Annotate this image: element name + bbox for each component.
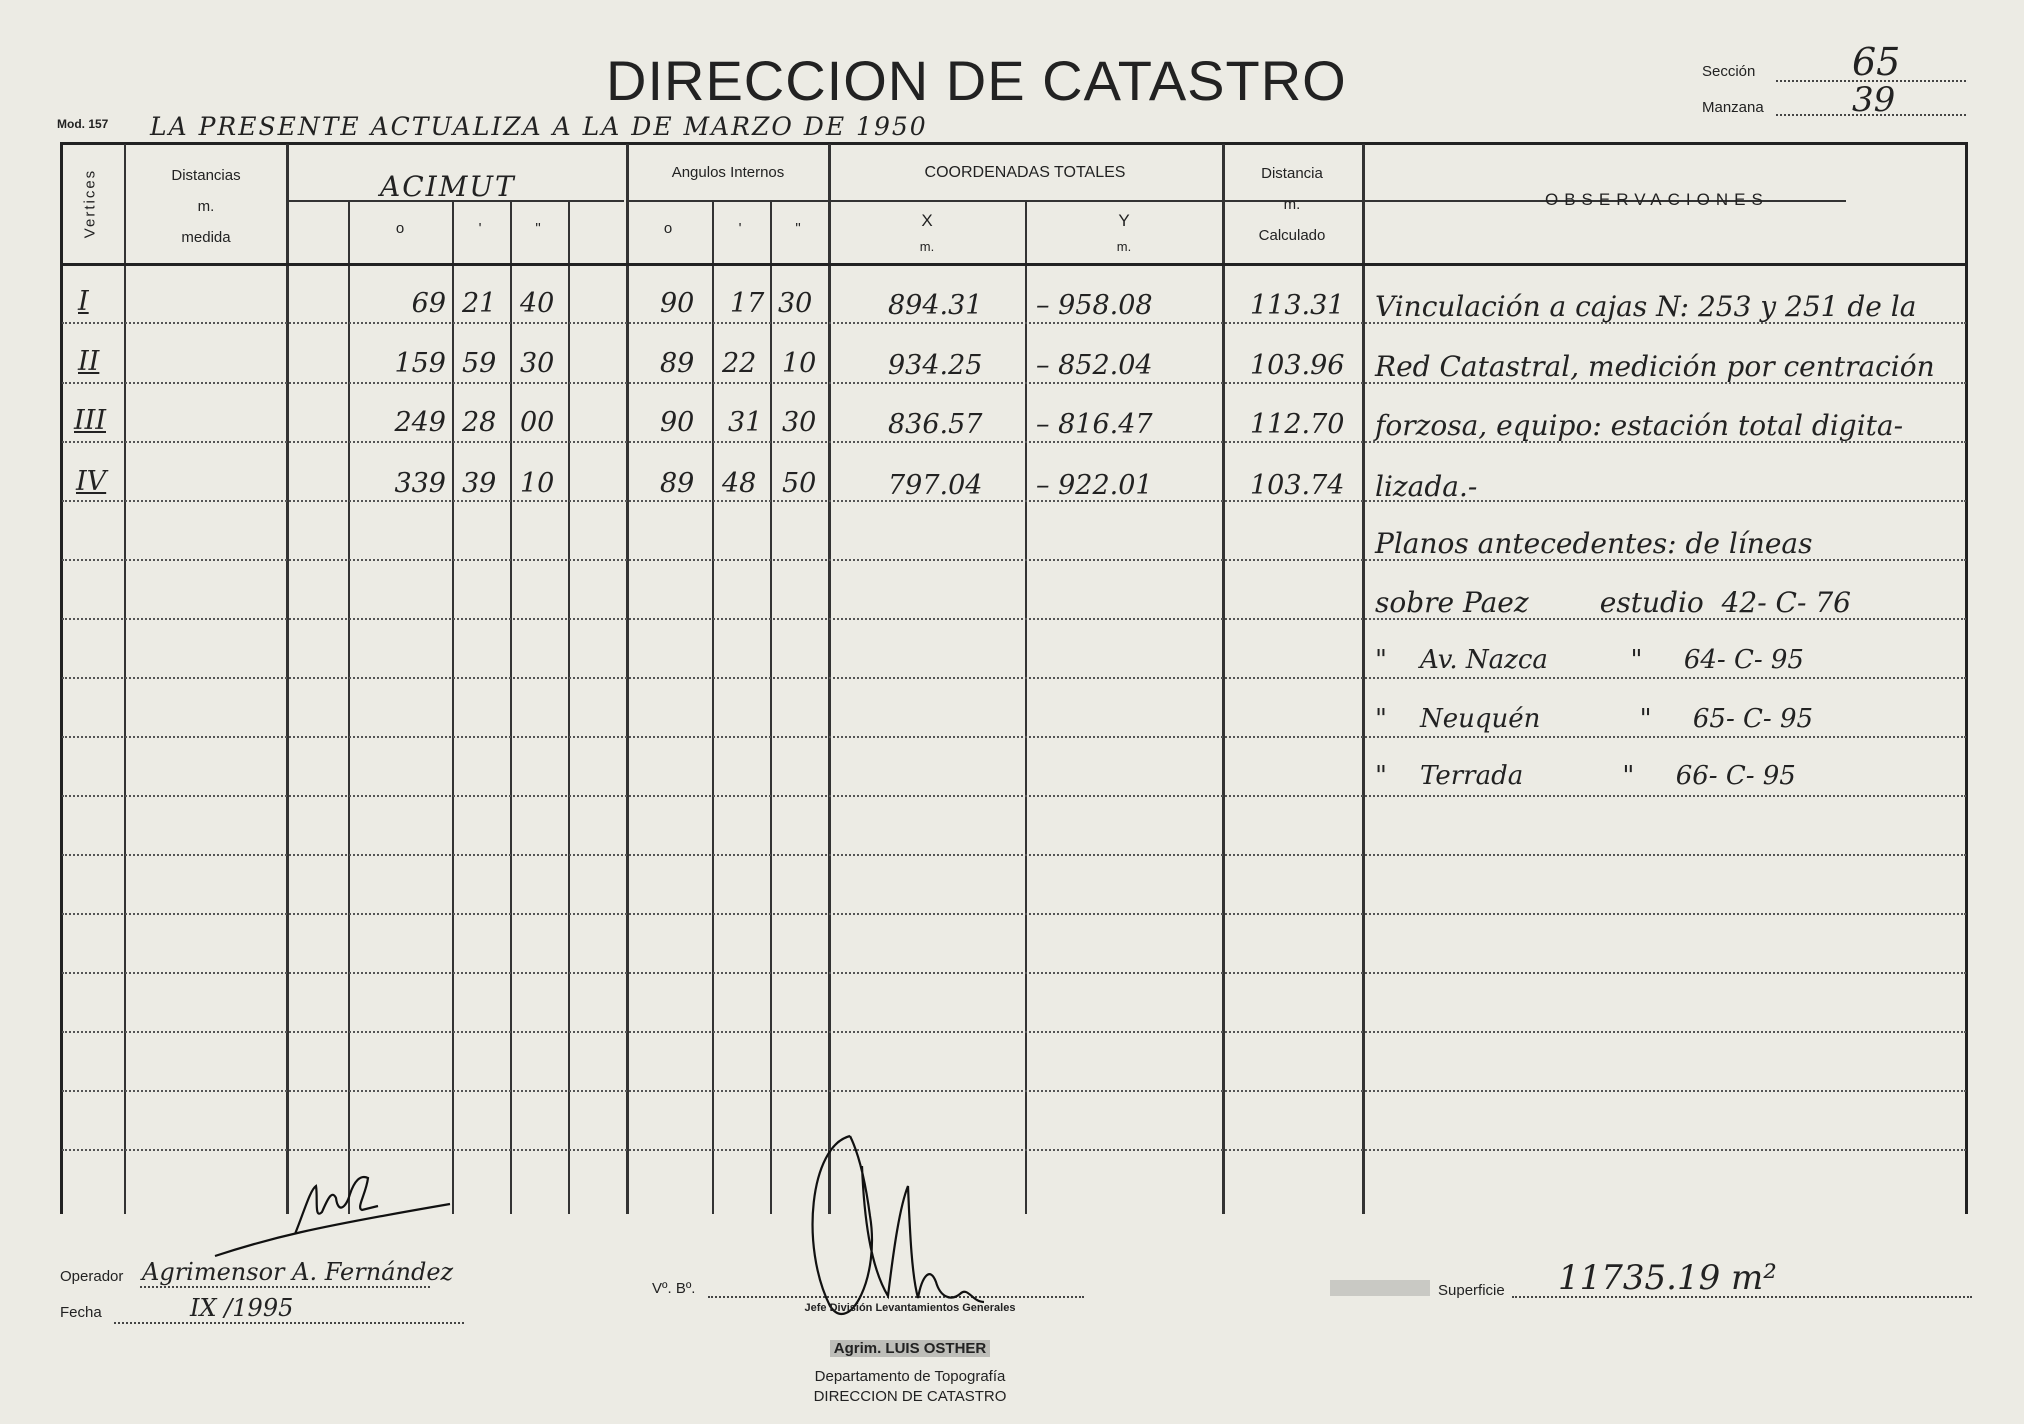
acimut-min: 21 (462, 288, 497, 319)
acimut-deg: 159 (394, 348, 446, 379)
seccion-value: 65 (1852, 40, 1901, 84)
coord-x: 934.25 (888, 350, 983, 381)
angulo-deg: 89 (660, 468, 695, 499)
redaction-mark (1330, 1280, 1430, 1296)
angulo-min: 17 (730, 288, 765, 319)
acimut-sec: 00 (520, 407, 555, 438)
column-divider (510, 200, 512, 1214)
observacion-line: forzosa, equipo: estación total digita- (1375, 409, 1904, 442)
column-divider (828, 144, 831, 1214)
angulo-sec: 10 (782, 348, 817, 379)
distancia-calculada: 112.70 (1250, 409, 1345, 440)
observacion-line: Vinculación a cajas N: 253 y 251 de la (1375, 290, 1917, 323)
angulo-min: 22 (722, 348, 757, 379)
angulo-min: 31 (728, 407, 763, 438)
row-line (62, 1090, 1966, 1092)
stamp-name-wrap (700, 1340, 1120, 1357)
vertex-label: II (78, 346, 100, 377)
coord-x: 797.04 (888, 470, 983, 501)
angulo-deg: 90 (660, 407, 695, 438)
jefe-label: Jefe División Levantamientos Generales (804, 1302, 1016, 1314)
header-acimut: ACIMUT (380, 170, 516, 203)
header-vertices: Vertices (81, 168, 99, 239)
operador-signature (200, 1168, 460, 1268)
column-divider (1025, 200, 1027, 1214)
column-divider (286, 144, 289, 1214)
angulos-deg-unit: o (663, 220, 673, 237)
column-divider (712, 200, 714, 1214)
coord-x: 894.31 (888, 290, 983, 321)
superficie-value: 11735.19 m² (1558, 1258, 1777, 1298)
column-divider (348, 200, 350, 1214)
coord-y: – 852.04 (1036, 350, 1153, 381)
observacion-line: " Av. Nazca " 64- C- 95 (1375, 645, 1804, 675)
header-coordenadas: COORDENADAS TOTALES (924, 164, 1126, 181)
acimut-min-unit: ' (478, 220, 482, 237)
vertex-label: IV (76, 466, 107, 497)
acimut-deg-unit: o (395, 220, 405, 237)
angulo-sec: 30 (782, 407, 817, 438)
operador-label: Operador (60, 1268, 124, 1285)
header-angulos: Angulos Internos (671, 164, 785, 181)
angulos-min-unit: ' (738, 220, 742, 237)
coord-y: – 958.08 (1036, 290, 1153, 321)
angulo-min: 48 (722, 468, 757, 499)
coord-x: 836.57 (888, 409, 983, 440)
coord-y: – 922.01 (1036, 470, 1153, 501)
manzana-value: 39 (1852, 80, 1896, 120)
coord-y: – 816.47 (1036, 409, 1153, 440)
header-x: X m. (919, 211, 935, 254)
header-observaciones: OBSERVACIONES (1545, 190, 1769, 209)
stamp-name: Agrim. LUIS OSTHER (830, 1340, 991, 1357)
observacion-line: Planos antecedentes: de líneas (1375, 527, 1813, 560)
column-divider (568, 200, 570, 1214)
operador-value: Agrimensor A. Fernández (142, 1258, 454, 1286)
header-distancias: Distancias m. medida (171, 167, 241, 246)
column-divider (770, 200, 772, 1214)
observacion-line: sobre Paez estudio 42- C- 76 (1375, 586, 1851, 619)
acimut-deg: 339 (394, 468, 446, 499)
acimut-sec: 30 (520, 348, 555, 379)
column-divider (1362, 144, 1365, 1214)
acimut-sec-unit: " (535, 220, 541, 237)
row-line (62, 677, 1966, 679)
acimut-sec: 10 (520, 468, 555, 499)
row-line (62, 736, 1966, 738)
acimut-min: 39 (462, 468, 497, 499)
vobo-label: Vº. Bº. (652, 1280, 696, 1297)
fecha-label: Fecha (60, 1304, 102, 1321)
header-distancia-calculada: Distancia m. Calculado (1258, 165, 1326, 244)
vertex-label: III (74, 405, 106, 436)
vertex-label: I (78, 286, 89, 317)
stamp-direccion: DIRECCION DE CATASTRO (813, 1388, 1007, 1405)
column-divider (124, 144, 126, 1214)
form-title: DIRECCION DE CATASTRO (606, 49, 1347, 112)
row-line (62, 795, 1966, 797)
observacion-line: " Terrada " 66- C- 95 (1375, 761, 1796, 791)
row-line (62, 972, 1966, 974)
header-y: Y m. (1116, 211, 1132, 254)
observacion-line: lizada.- (1375, 470, 1478, 503)
acimut-sec: 40 (520, 288, 555, 319)
distancia-calculada: 103.74 (1250, 470, 1345, 501)
seccion-label: Sección (1702, 63, 1756, 80)
fecha-line (114, 1322, 464, 1324)
manzana-label: Manzana (1702, 99, 1764, 116)
row-line (62, 500, 1966, 502)
column-divider (1222, 144, 1225, 1214)
angulo-deg: 90 (660, 288, 695, 319)
stamp-department: Departamento de Topografía (814, 1368, 1006, 1385)
angulo-sec: 50 (782, 468, 817, 499)
acimut-min: 28 (462, 407, 497, 438)
observacion-line: " Neuquén " 65- C- 95 (1375, 704, 1814, 734)
row-line (62, 854, 1966, 856)
header-separator (62, 263, 1966, 266)
angulo-deg: 89 (660, 348, 695, 379)
angulos-sec-unit: " (795, 220, 801, 237)
row-line (62, 913, 1966, 915)
acimut-min: 59 (462, 348, 497, 379)
column-divider (626, 144, 629, 1214)
operador-line (140, 1286, 430, 1288)
superficie-label: Superficie (1438, 1282, 1505, 1299)
distancia-calculada: 113.31 (1250, 290, 1345, 321)
angulo-sec: 30 (778, 288, 813, 319)
acimut-deg: 69 (411, 288, 446, 319)
form-model-number: Mod. 157 (57, 117, 109, 131)
column-divider (452, 200, 454, 1214)
distancia-calculada: 103.96 (1250, 350, 1345, 381)
form-subtitle: LA PRESENTE ACTUALIZA A LA DE MARZO DE 1950 (150, 112, 928, 141)
acimut-deg: 249 (394, 407, 446, 438)
observacion-line: Red Catastral, medición por centración (1375, 350, 1935, 383)
row-line (62, 1031, 1966, 1033)
fecha-value: IX /1995 (190, 1294, 294, 1322)
